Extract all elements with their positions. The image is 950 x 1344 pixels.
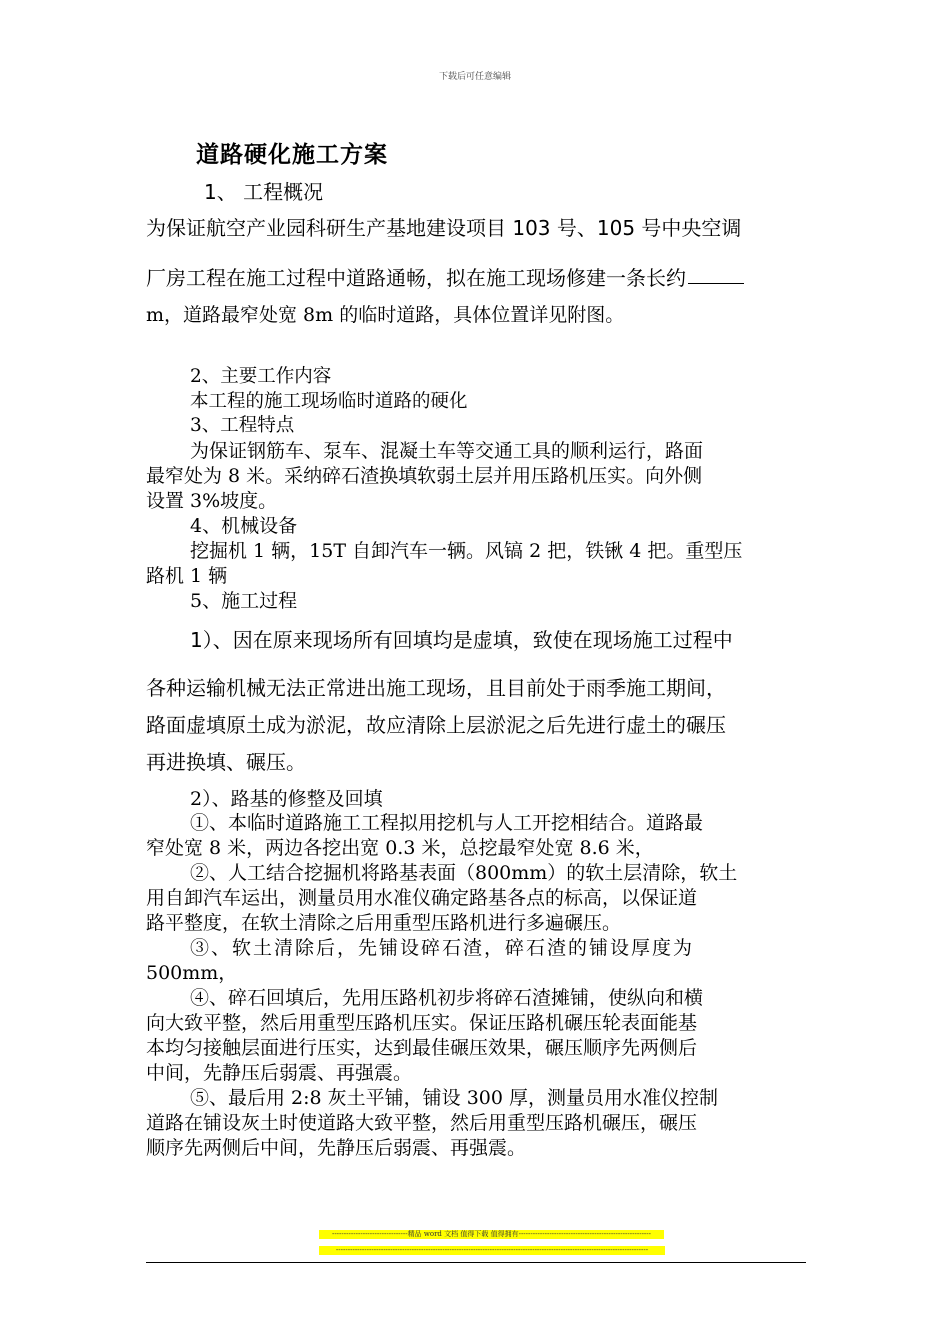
section-1-line-1: 为保证航空产业园科研生产基地建设项目 103 号、105 号中央空调 <box>146 216 742 240</box>
section-3-line-3: 设置 3%坡度。 <box>146 490 278 512</box>
section-4-line-1: 挖掘机 1 辆，15T 自卸汽车一辆。风镐 2 把，铁锹 4 把。重型压 <box>190 540 743 562</box>
section-4-heading: 4、机械设备 <box>190 515 298 537</box>
process-2-line-5: 路平整度，在软土清除之后用重型压路机进行多遍碾压。 <box>146 912 622 934</box>
section-2-heading: 2、主要工作内容 <box>190 366 332 387</box>
section-5-heading: 5、施工过程 <box>190 590 298 612</box>
process-2-line-6: ③、软土清除后，先铺设碎石渣，碎石渣的铺设厚度为 <box>190 937 695 959</box>
length-blank <box>688 282 744 284</box>
process-2-line-9: 向大致平整，然后用重型压路机压实。保证压路机碾压轮表面能基 <box>146 1012 698 1034</box>
section-4-line-2: 路机 1 辆 <box>146 565 228 587</box>
process-1-line-3: 路面虚填原土成为淤泥，故应清除上层淤泥之后先进行虚土的碾压 <box>146 713 726 737</box>
process-2-line-7: 500mm， <box>146 962 238 984</box>
section-3-heading: 3、工程特点 <box>190 415 295 436</box>
section-2-line-1: 本工程的施工现场临时道路的硬化 <box>190 391 468 412</box>
process-2-line-10: 本均匀接触层面进行压实，达到最佳碾压效果，碾压顺序先两侧后 <box>146 1037 698 1059</box>
process-1-line-4: 再进换填、碾压。 <box>146 750 306 774</box>
process-1-line-1: 1）、因在原来现场所有回填均是虚填，致使在现场施工过程中 <box>190 628 733 652</box>
footer-divider <box>146 1262 806 1263</box>
process-2-heading: 2）、路基的修整及回填 <box>190 788 383 810</box>
footer-banner-line-2: ------------------------------------------------------------------------------------------------------------------------------------ <box>319 1246 665 1255</box>
process-1-line-2: 各种运输机械无法正常进出施工现场，且目前处于雨季施工期间， <box>146 676 726 700</box>
process-2-line-4: 用自卸汽车运出，测量员用水准仪确定路基各点的标高，以保证道 <box>146 887 698 909</box>
process-2-line-3: ②、人工结合挖掘机将路基表面（800mm）的软土层清除，软土 <box>190 862 738 884</box>
header-note: 下载后可任意编辑 <box>438 72 511 82</box>
section-1-line-2-text: 厂房工程在施工过程中道路通畅，拟在施工现场修建一条长约 <box>146 266 686 290</box>
process-2-line-1: ①、本临时道路施工工程拟用挖机与人工开挖相结合。道路最 <box>190 812 704 834</box>
process-2-line-8: ④、碎石回填后，先用压路机初步将碎石渣摊铺，使纵向和横 <box>190 987 704 1009</box>
section-1-line-3: m，道路最窄处宽 8m 的临时道路，具体位置详见附图。 <box>146 304 625 326</box>
process-2-line-11: 中间，先静压后弱震、再强震。 <box>146 1062 413 1084</box>
section-3-line-1: 为保证钢筋车、泵车、混凝土车等交通工具的顺利运行，路面 <box>190 440 704 462</box>
process-2-line-13: 道路在铺设灰土时使道路大致平整，然后用重型压路机碾压，碾压 <box>146 1112 698 1134</box>
section-1-heading: 1、 工程概况 <box>204 180 324 204</box>
section-1-line-2 <box>146 262 744 291</box>
document-title: 道路硬化施工方案 <box>196 141 388 168</box>
section-3-line-2: 最窄处为 8 米。采纳碎石渣换填软弱土层并用压路机压实。向外侧 <box>146 465 703 487</box>
process-2-line-2: 窄处宽 8 米，两边各挖出宽 0.3 米，总挖最窄处宽 8.6 米， <box>146 837 654 859</box>
process-2-line-12: ⑤、最后用 2:8 灰土平铺，铺设 300 厚，测量员用水准仪控制 <box>190 1087 719 1109</box>
footer-banner-line-1: --------------------------------精品 word 文档 值得下载 值得拥有-------------------------------------------------------- <box>319 1230 664 1239</box>
process-2-line-14: 顺序先两侧后中间，先静压后弱震、再强震。 <box>146 1137 527 1159</box>
